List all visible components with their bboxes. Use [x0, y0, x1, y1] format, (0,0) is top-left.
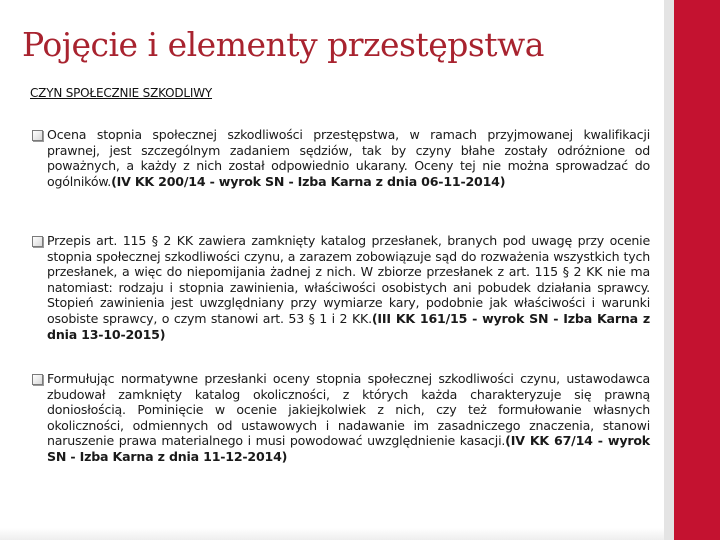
checkbox-bullet-icon [32, 236, 43, 247]
bullet-citation: (III KK 161/15 - wyrok SN - Izba Karna z dnia 13-10-2015) [47, 310, 650, 342]
bullet-citation: (IV KK 67/14 - wyrok SN - Izba Karna z dnia 11-12-2014) [47, 433, 650, 464]
slide-title: Pojęcie i elementy przestępstwa [22, 25, 544, 64]
bullet-text [47, 233, 650, 342]
bullet-text [47, 127, 650, 189]
bullet-item-3 [32, 371, 650, 465]
bullet-text [47, 371, 650, 465]
bullet-body: Formułując normatywne przesłanki oceny stopnia społecznej szkodliwości czynu, ustawodawca zbudował zamknięty katalog okoliczności, z których każda charakteryzuje się prawną doniosłością. Pominięcie w ocenie jakiejkolwiek z nich, czy też formułowanie własnych okoliczności, odmiennych od ustawowych i nadawanie im zasadniczego znaczenia, stanowi naruszenie prawa materialnego i musi powodować uwzględnienie kasacji. [47, 371, 650, 449]
bullet-body: Przepis art. 115 § 2 KK zawiera zamknięty katalog przesłanek, branych pod uwagę przy ocenie stopnia społecznej szkodliwości czynu, a zarazem zobowiązuje sąd do rozważenia wszystkich tych przesłanek, a więc do niepomijania żadnej z nich. W zbiorze przesłanek z art. 115 § 2 KK nie ma natomiast: rodzaju i stopnia zawinienia, właściwości osobistych ani pobudek działania sprawcy. Stopień zawinienia jest uwzględniany przy wymiarze kary, podobnie jak właściwości i warunki osobiste sprawcy, o czym stanowi art. 53 § 1 i 2 KK. [47, 233, 650, 326]
checkbox-bullet-icon [32, 130, 43, 141]
accent-stripe-decoration [674, 0, 720, 540]
checkbox-bullet-icon [32, 374, 43, 385]
bottom-shadow-decoration [0, 528, 664, 540]
bullet-body: Ocena stopnia społecznej szkodliwości przestępstwa, w ramach przyjmowanej kwalifikacji prawnej, jest szczególnym zadaniem sędziów, tak by czyny błahe zostały odróżnione od poważnych, a każdy z nich został odpowiednio ukarany. Oceny tej nie można sprowadzać do ogólników. [47, 127, 650, 189]
bullet-item-1 [32, 127, 650, 189]
slide-subtitle: CZYN SPOŁECZNIE SZKODLIWY [30, 86, 213, 100]
bullet-citation: (IV KK 200/14 - wyrok SN - Izba Karna z dnia 06-11-2014) [111, 173, 506, 189]
bullet-item-2 [32, 233, 650, 342]
